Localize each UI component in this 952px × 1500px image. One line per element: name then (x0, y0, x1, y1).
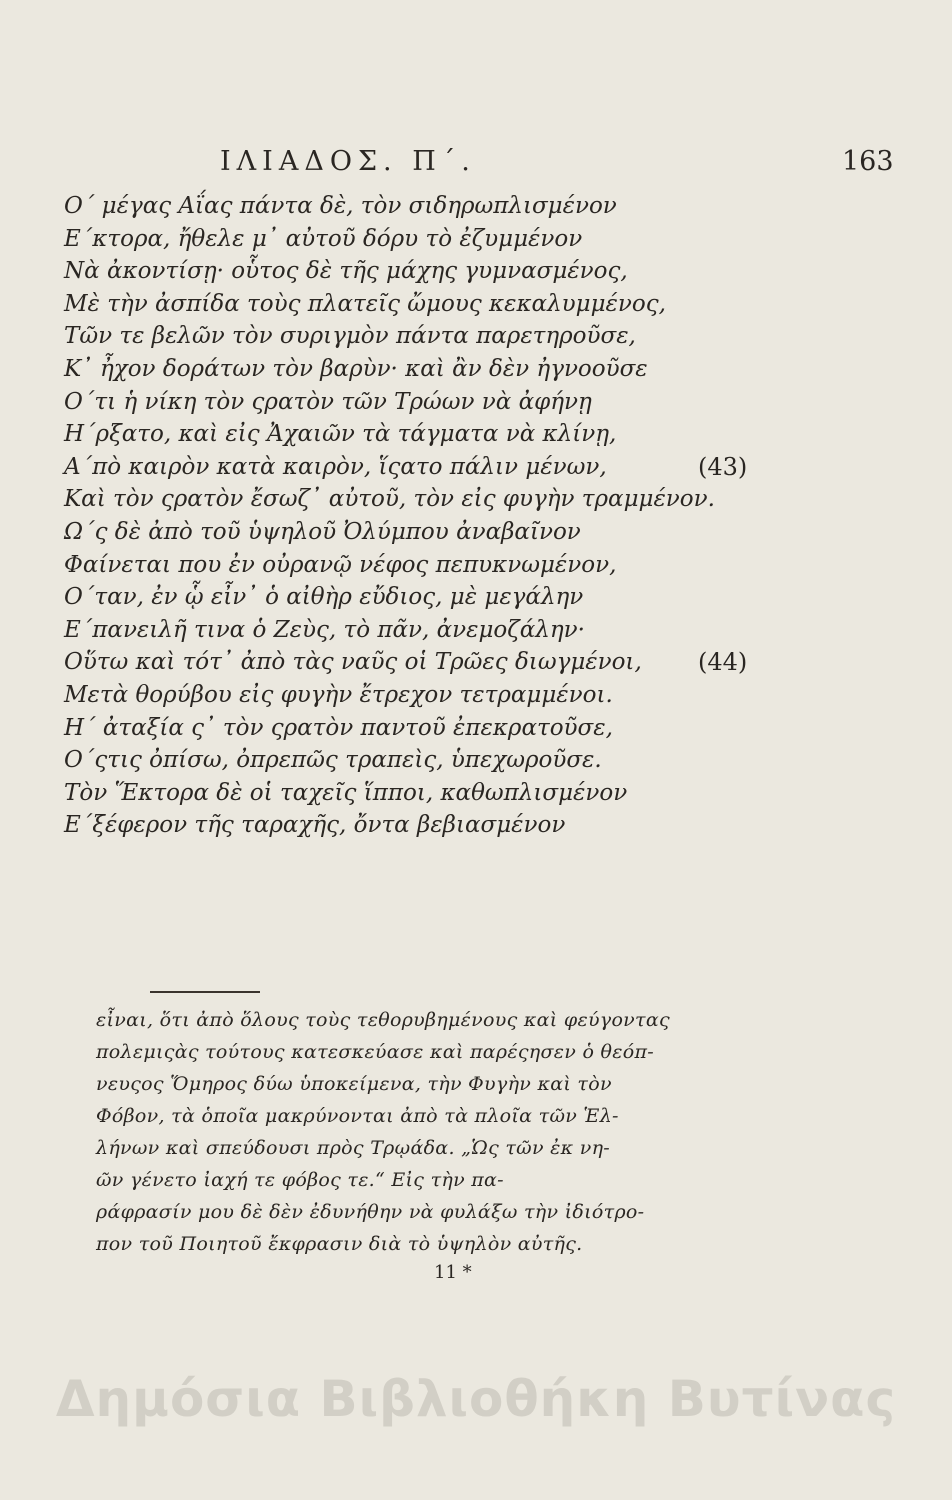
poem-text (64, 190, 748, 842)
verse-line (64, 451, 748, 484)
verse-line: Καὶ τὸν ςρατὸν ἔσωζ᾽ αὐτοῦ, τὸν εἰς φυγὴν τραμμένον. (64, 486, 715, 513)
verse-line: Ε΄ξέφερον τῆς ταραχῆς, ὄντα βεβιασμένον (64, 812, 566, 839)
verse-number: (43) (698, 452, 748, 481)
verse-text: Α΄πὸ καιρὸν κατὰ καιρὸν, ἵςατο πάλιν μένων, (64, 453, 607, 480)
verse-line: Μετὰ θορύβου εἰς φυγὴν ἔτρεχον τετραμμένοι. (64, 681, 613, 708)
verse-line: Τῶν τε βελῶν τὸν συριγμὸν πάντα παρετηροῦσε, (64, 323, 636, 350)
footnote-line: Φόβον, τὰ ὁποῖα μακρύνονται ἀπὸ τὰ πλοῖα τῶν Ἑλ- (96, 1105, 619, 1127)
verse-line: Ο΄ςτις ὀπίσω, ὀπρεπῶς τραπεὶς, ὑπεχωροῦσε. (64, 747, 602, 774)
library-watermark: Δημόσια Βιβλιοθήκη Βυτίνας (55, 1370, 897, 1428)
verse-number: (44) (698, 648, 748, 677)
signature-mark: 11 * (434, 1262, 472, 1283)
verse-line: Τὸν Ἕκτορα δὲ οἱ ταχεῖς ἵπποι, καθωπλισμένον (64, 779, 628, 806)
verse-line: Η΄ρξατο, καὶ εἰς Ἀχαιῶν τὰ τάγματα νὰ κλίνῃ, (64, 421, 617, 448)
footnote-text (96, 1004, 876, 1260)
verse-line: Κ᾽ ἦχον δοράτων τὸν βαρὺν· καὶ ἂν δὲν ἠγνοοῦσε (64, 355, 648, 382)
verse-line: Ο΄ μέγας Αΐας πάντα δὲ, τὸν σιδηρωπλισμένον (64, 193, 617, 219)
verse-line (64, 646, 748, 679)
verse-text: Οὕτω καὶ τότ᾽ ἀπὸ τὰς ναῦς οἱ Τρῶες διωγμένοι, (64, 649, 642, 676)
page-header (0, 146, 952, 186)
footnote-rule (150, 991, 260, 993)
page-number: 163 (842, 146, 894, 177)
footnote-line: πολεμιςὰς τούτους κατεσκεύασε καὶ παρέςησεν ὁ θεόπ- (96, 1041, 655, 1063)
verse-line: Νὰ ἀκοντίσῃ· οὗτος δὲ τῆς μάχης γυμνασμένος, (64, 258, 628, 285)
running-title: ΙΛΙΑΔΟΣ. Π΄. (220, 146, 476, 177)
verse-line: Φαίνεται που ἐν οὐρανῷ νέφος πεπυκνωμένον, (64, 551, 617, 578)
verse-line: Ω΄ς δὲ ἀπὸ τοῦ ὑψηλοῦ Ὀλύμπου ἀναβαῖνον (64, 518, 581, 545)
footnote-line: νευςος Ὅμηρος δύω ὑποκείμενα, τὴν Φυγὴν καὶ τὸν (96, 1073, 612, 1095)
verse-line: Μὲ τὴν ἀσπίδα τοὺς πλατεῖς ὤμους κεκαλυμμένος, (64, 290, 666, 317)
footnote-line: εἶναι, ὅτι ἀπὸ ὅλους τοὺς τεθορυβημένους καὶ φεύγοντας (96, 1009, 670, 1031)
verse-line: Ο΄ταν, ἐν ᾧ εἶν᾽ ὁ αἰθὴρ εὔδιος, μὲ μεγάλην (64, 584, 584, 611)
verse-line: Η΄ ἀταξία ς᾽ τὸν ςρατὸν παντοῦ ἐπεκρατοῦσε, (64, 714, 613, 741)
verse-line: Ε΄πανειλῆ τινα ὁ Ζεὺς, τὸ πᾶν, ἀνεμοζάλην· (64, 616, 585, 643)
verse-line: Ο΄τι ἡ νίκη τὸν ςρατὸν τῶν Τρώων νὰ ἀφήνῃ (64, 388, 592, 415)
footnote-line: πον τοῦ Ποιητοῦ ἔκφρασιν διὰ τὸ ὑψηλὸν αὐτῆς. (96, 1233, 583, 1255)
verse-line: Ε΄κτορα, ἤθελε μ᾽ αὐτοῦ δόρυ τὸ ἐζυμμένον (64, 225, 583, 252)
footnote-line: ράφρασίν μου δὲ δὲν ἐδυνήθην νὰ φυλάξω τὴν ἰδιότρο- (96, 1201, 645, 1223)
footnote-line: ῶν γένετο ἰαχή τε φόβος τε.“ Εἰς τὴν πα- (96, 1169, 504, 1191)
footnote-line: λήνων καὶ σπεύδουσι πρὸς Τρῳάδα. „Ὡς τῶν ἐκ νη- (96, 1137, 611, 1159)
